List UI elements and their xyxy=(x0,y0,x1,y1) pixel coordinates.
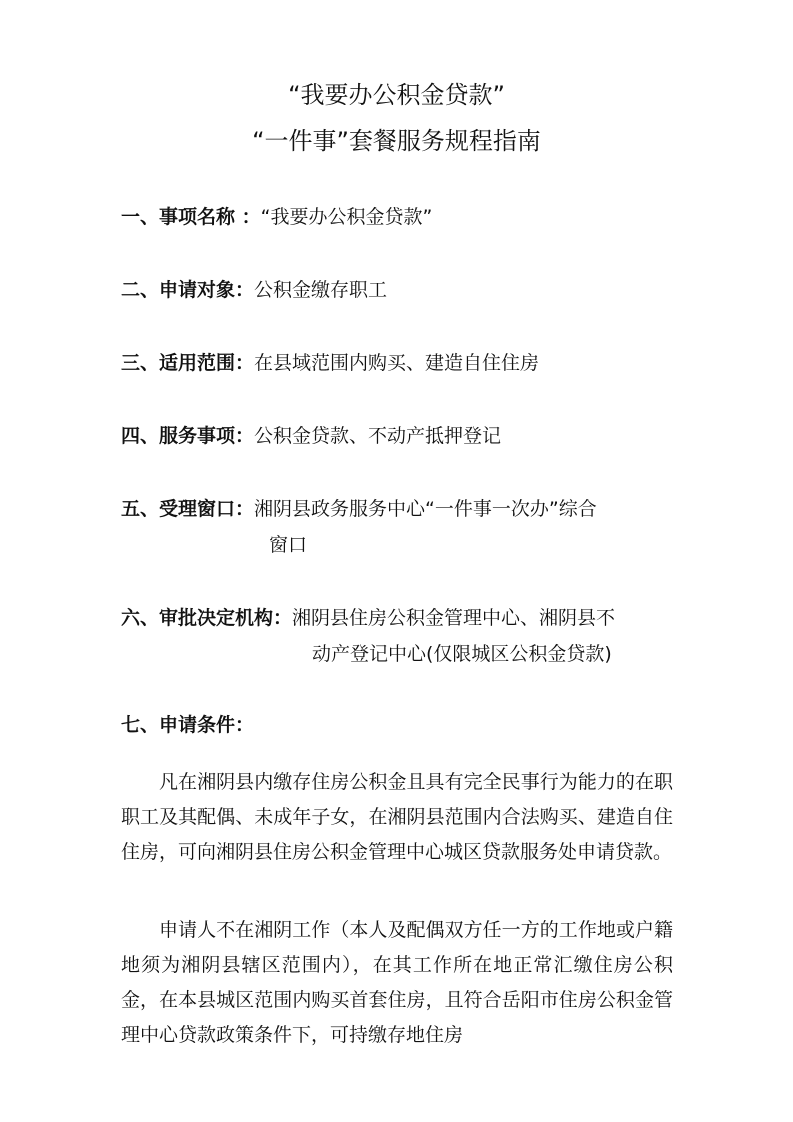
section-value-continuation: 动产登记中心(仅限城区公积金贷款) xyxy=(312,643,612,665)
section-value: 公积金缴存职工 xyxy=(254,279,388,301)
section-services xyxy=(121,423,501,449)
section-value: 公积金贷款、不动产抵押登记 xyxy=(254,425,502,447)
section-value: 在县域范围内购买、建造自住住房 xyxy=(254,352,540,374)
section-value: 湘阴县住房公积金管理中心、湘阴县不 xyxy=(292,607,616,629)
section-item-name xyxy=(121,204,432,230)
document-title-line-1: “我要办公积金贷款” xyxy=(288,81,505,109)
section-scope xyxy=(121,350,539,376)
section-label: 六、审批决定机构： xyxy=(121,607,293,629)
section-applicant xyxy=(121,277,387,303)
body-paragraph: 凡在湘阴县内缴存住房公积金且具有完全民事行为能力的在职职工及其配偶、未成年子女，在湘阴县范围内合法购买、建造自住住房，可向湘阴县住房公积金管理中心城区贷款服务处申请贷款。 xyxy=(121,771,673,863)
section-value-continuation: 窗口 xyxy=(269,534,308,556)
section-approval-authority xyxy=(121,605,615,631)
section-label: 二、申请对象： xyxy=(121,279,255,301)
section-value: “我要办公积金贷款” xyxy=(260,206,433,228)
section-value: 湘阴县政务服务中心“一件事一次办”综合 xyxy=(254,498,597,520)
section-conditions xyxy=(121,712,254,738)
section-label: 三、适用范围： xyxy=(121,352,255,374)
section-label: 一、事项名称 ： xyxy=(121,206,261,228)
section-label: 五、受理窗口： xyxy=(121,498,255,520)
section-label: 七、申请条件： xyxy=(121,714,255,736)
section-window xyxy=(121,496,597,522)
section-label: 四、服务事项： xyxy=(121,425,255,447)
document-title-line-2: “一件事”套餐服务规程指南 xyxy=(252,127,541,155)
body-paragraph: 申请人不在湘阴工作（本人及配偶双方任一方的工作地或户籍地须为湘阴县辖区范围内），在其工作所在地正常汇缴住房公积金，在本县城区范围内购买首套住房，且符合岳阳市住房公积金管理中心贷款政策条件下，可持缴存地住房 xyxy=(121,919,673,1046)
